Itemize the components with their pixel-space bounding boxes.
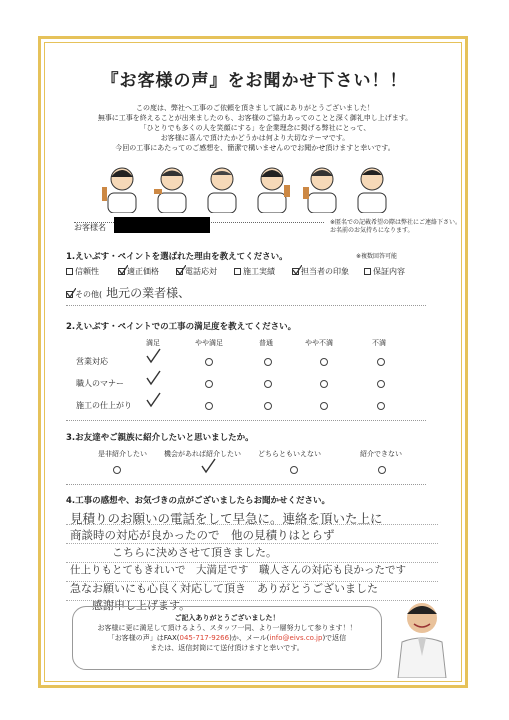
email-address[interactable]: info@eivs.co.jp xyxy=(269,634,323,642)
q1-option-price[interactable] xyxy=(118,266,176,277)
q1-option-phone[interactable] xyxy=(176,266,234,277)
radio-option[interactable] xyxy=(205,402,213,410)
option-label: その他( xyxy=(75,289,103,299)
radio-option[interactable] xyxy=(290,466,298,474)
q4-title: 4.工事の感想や、お気づきの点がございましたらお聞かせください。 xyxy=(66,496,330,506)
scale-label: やや不満 xyxy=(305,339,333,347)
footer-text-part: 「お客様の声」はFAX( xyxy=(107,634,180,642)
radio-option[interactable] xyxy=(378,466,386,474)
q1-option-warranty[interactable] xyxy=(364,266,405,277)
q1-other xyxy=(66,287,190,301)
radio-option[interactable] xyxy=(113,466,121,474)
radio-option[interactable] xyxy=(377,380,385,388)
q3-option-label: 是非紹介したい xyxy=(98,450,147,458)
scale-label: 満足 xyxy=(146,339,160,347)
radio-option[interactable] xyxy=(377,358,385,366)
option-label: 施工実績 xyxy=(243,267,275,276)
intro-line: 無事に工事を終えることが出来ましたのも、お客様のご協力あってのことと深く御礼申し上げます。 xyxy=(97,114,413,122)
q3-option-label: 機会があれば紹介したい xyxy=(164,450,241,458)
option-label: 電話応対 xyxy=(185,267,217,276)
footer-line: お客様に更に満足して頂けるよう、スタッフ一同、より一層努力して参ります！！ xyxy=(97,624,357,632)
staff-face-icon xyxy=(102,163,142,213)
option-label: 担当者の印象 xyxy=(301,267,349,276)
divider xyxy=(66,305,426,306)
radio-option[interactable] xyxy=(320,358,328,366)
q2-row-label: 職人のマナー xyxy=(76,379,124,388)
intro-line: 「ひとりでも多くの人を笑顔にする」を企業理念に掲げる弊社にとって、 xyxy=(139,124,371,132)
staff-face-icon xyxy=(202,163,242,213)
footer-text-part: )で返信 xyxy=(322,634,347,642)
q3-option-label: どちらともいえない xyxy=(258,450,321,458)
staff-photo-icon xyxy=(392,596,452,678)
handwritten-comment: 感謝申し上げます。 xyxy=(92,599,191,612)
checkbox[interactable] xyxy=(292,268,299,275)
q1-other-answer: 地元の業者様、 xyxy=(106,286,191,300)
footer-text xyxy=(72,613,382,653)
radio-option[interactable] xyxy=(320,380,328,388)
option-label: 信頼性 xyxy=(75,267,99,276)
scale-label: 不満 xyxy=(372,339,386,347)
checkbox[interactable] xyxy=(66,291,73,298)
q1-options xyxy=(66,266,405,277)
staff-face-icon xyxy=(252,163,292,213)
handwritten-comment: 急なお願いにも心良く対応して頂き ありがとうございました xyxy=(70,582,378,595)
q1-option-staff-impression[interactable] xyxy=(292,266,364,277)
handwritten-comment: こちらに決めさせて頂きました。 xyxy=(112,546,277,559)
intro-line: 今回の工事にあたってのご感想を、簡潔で構いませんのでお聞かせ頂けますと幸いです。 xyxy=(115,144,395,152)
handwritten-comment: 見積りのお願いの電話をして早急に。連絡を頂いた上に xyxy=(70,511,383,526)
customer-name-label: お客様名 xyxy=(74,223,106,232)
footer-line xyxy=(72,633,382,643)
q1-title: 1.えいぶす・ペイントを選ばれた理由を教えてください。 xyxy=(66,252,288,262)
staff-face-icon xyxy=(302,163,342,213)
q2-row-label: 施工の仕上がり xyxy=(76,401,132,410)
fax-number: 045-717-9266 xyxy=(179,634,230,642)
check-mark-icon xyxy=(145,392,161,408)
check-mark-icon xyxy=(145,370,161,386)
checkbox[interactable] xyxy=(234,268,241,275)
footer-line: ご記入ありがとうございました！ xyxy=(174,614,280,622)
radio-option[interactable] xyxy=(205,380,213,388)
divider xyxy=(66,420,426,421)
check-mark-icon xyxy=(200,458,216,474)
option-label: 適正価格 xyxy=(127,267,159,276)
handwritten-comment: 仕上りもとてもきれいで 大満足です 職人さんの対応も良かったです xyxy=(70,564,406,576)
radio-option[interactable] xyxy=(264,402,272,410)
q1-note: ※複数回答可能 xyxy=(356,253,398,260)
divider xyxy=(66,484,426,485)
handwritten-comment: 商談時の対応が良かったので 他の見積りはとらず xyxy=(70,528,335,542)
q2-title: 2.えいぶす・ペイントでの工事の満足度を教えてください。 xyxy=(66,322,297,332)
intro-line: お客様に喜んで頂けたかどうかは何より大切なテーマです。 xyxy=(160,134,350,142)
option-label: 保証内容 xyxy=(373,267,405,276)
radio-option[interactable] xyxy=(320,402,328,410)
checkbox[interactable] xyxy=(118,268,125,275)
anonymity-note-line: ※匿名での記載希望の際は弊社にご連絡下さい。 xyxy=(330,219,462,226)
footer-line: または、返信封筒にて送付頂けますと幸いです。 xyxy=(150,644,304,652)
q1-option-reliability[interactable] xyxy=(66,266,118,277)
q1-option-other[interactable] xyxy=(66,287,102,301)
q3-option-label: 紹介できない xyxy=(360,450,402,458)
form-title: 『お客様の声』をお聞かせ下さい！！ xyxy=(101,71,408,91)
q1-option-track-record[interactable] xyxy=(234,266,292,277)
footer-text-part: )か、メール( xyxy=(229,634,270,642)
check-mark-icon xyxy=(145,348,161,364)
staff-illustration xyxy=(102,163,392,213)
intro-text xyxy=(60,103,450,153)
q2-row-label: 営業対応 xyxy=(76,357,108,366)
radio-option[interactable] xyxy=(264,380,272,388)
staff-face-icon xyxy=(152,163,192,213)
scale-label: やや満足 xyxy=(195,339,223,347)
radio-option[interactable] xyxy=(205,358,213,366)
checkbox[interactable] xyxy=(364,268,371,275)
redacted-name xyxy=(114,217,210,233)
anonymity-note-line: お名前のお気持ちになります。 xyxy=(330,227,414,234)
checkbox[interactable] xyxy=(176,268,183,275)
radio-option[interactable] xyxy=(264,358,272,366)
staff-face-icon xyxy=(352,163,392,213)
radio-option[interactable] xyxy=(377,402,385,410)
scale-label: 普通 xyxy=(259,339,273,347)
anonymity-note xyxy=(330,219,461,235)
q3-title: 3.お友達やご親族に紹介したいと思いましたか。 xyxy=(66,433,254,443)
checkbox[interactable] xyxy=(66,268,73,275)
intro-line: この度は、弊社へ工事のご依頼を頂きまして誠にありがとうございました！ xyxy=(136,104,374,112)
